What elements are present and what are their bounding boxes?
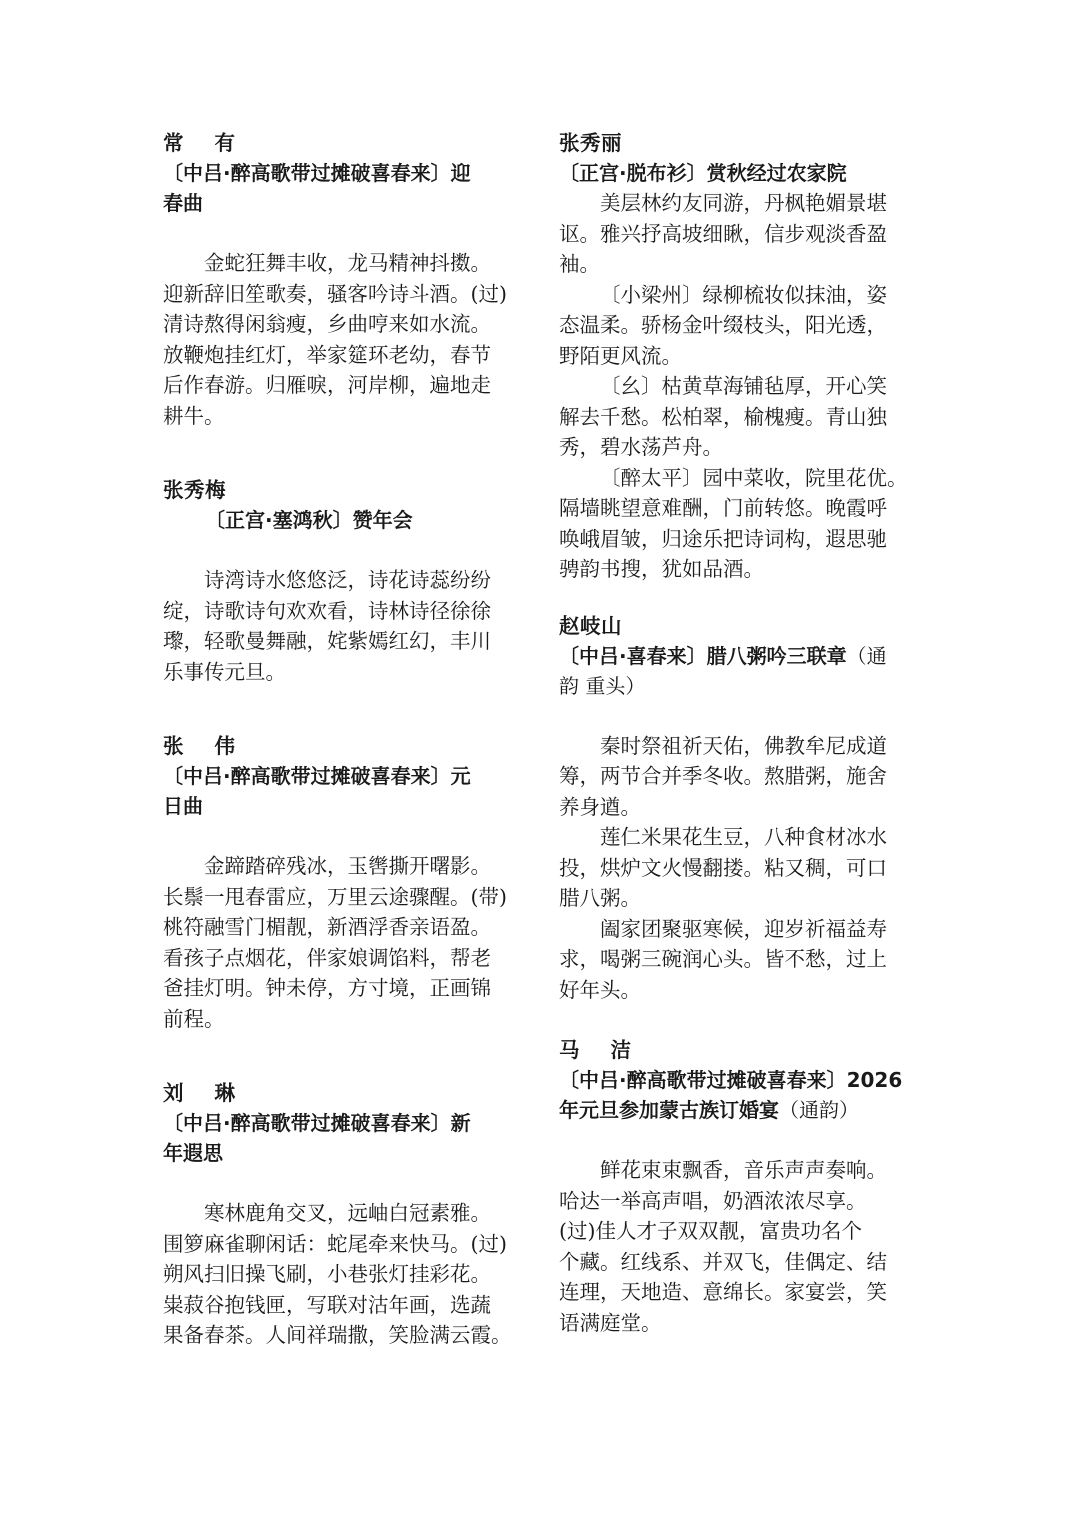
poem-title: 〔正宫·脱布衫〕赏秋经过农家院 xyxy=(559,161,847,185)
poem-title-text: 〔中吕·喜春来〕腊八粥吟三联章 xyxy=(559,643,847,668)
poem-title: 〔正宫·塞鸿秋〕赞年会 xyxy=(205,508,413,532)
poem-entry xyxy=(559,128,921,585)
poem-title xyxy=(559,641,921,701)
poem-title: 〔中吕·醉高歌带过摊破喜春来〕迎 春曲 xyxy=(163,161,471,215)
poem-paragraph: 寒林鹿角交叉，远岫白冠素雅。 围箩麻雀聊闲话：蛇尾牵来快马。(过) 朔风扫旧操飞刷，小巷张灯挂彩花。 粜菽谷抱钱匣，写联对沽年画，选蔬 果备春茶。人间祥瑞撒，笑脸满云霞。 xyxy=(163,1201,512,1347)
poem-paragraph: 诗湾诗水悠悠泛，诗花诗蕊纷纷 绽，诗歌诗句欢欢看，诗林诗径徐徐 瓈，轻歌曼舞融，姹紫嫣红幻，丰川 乐事传元旦。 xyxy=(163,568,491,684)
poem-paragraph: 金蹄踏碎残冰，玉辔撕开曙影。 长鬃一甩春雷应，万里云途骤醒。(带) 桃符融雪门楣靓，新酒浮香亲语盈。 看孩子点烟花，伴家娘调馅料，帮老 爸挂灯明。钟未停，方寸境，正画锦 前程。 xyxy=(163,854,507,1031)
author-name: 张秀梅 xyxy=(163,478,226,502)
author-name: 马 洁 xyxy=(559,1038,632,1062)
poem-entry xyxy=(163,128,523,431)
poem-entry xyxy=(163,731,523,1034)
poem-paragraph: 莲仁米果花生豆，八种食材冰水 投，烘炉文火慢翻搂。粘又稠，可口 腊八粥。 xyxy=(559,825,887,910)
poem-paragraph: 〔幺〕枯黄草海铺毡厚，开心笑 解去千愁。松柏翠，榆槐瘦。青山独 秀，碧水荡芦舟。 xyxy=(559,374,887,459)
poem-entry xyxy=(163,475,523,687)
poem-title-note: （通韵） xyxy=(779,1098,859,1122)
author-name: 常 有 xyxy=(163,131,236,155)
poem-paragraph: 秦时祭祖祈天佑，佛教牟尼成道 筹，两节合并季冬收。熬腊粥，施舍 养身遒。 xyxy=(559,733,887,819)
poem-entry xyxy=(163,1078,523,1351)
poem-title: 〔中吕·醉高歌带过摊破喜春来〕新 年遐思 xyxy=(163,1111,471,1165)
poem-paragraph: 阖家团聚驱寒候，迎岁祈福益寿 求，喝粥三碗润心头。皆不愁，过上 好年头。 xyxy=(559,916,887,1002)
poem-entry xyxy=(559,611,921,1006)
author-name: 赵岐山 xyxy=(559,613,622,638)
poem-paragraph: 〔小梁州〕绿柳梳妆似抹油，姿 态温柔。骄杨金叶缀枝头，阳光透， 野陌更风流。 xyxy=(559,282,887,368)
poem-paragraph: 鲜花束束飘香，音乐声声奏响。 哈达一举高声唱，奶酒浓浓尽享。 (过)佳人才子双双靓，富贵功名个 个藏。红线系、并双飞，佳偶定、结 连理，天地造、意绵长。家宴尝，笑 语满庭堂。 xyxy=(559,1158,887,1335)
author-name: 张秀丽 xyxy=(559,131,622,155)
poem-title-note: （通 韵 重头） xyxy=(559,643,887,698)
right-column xyxy=(559,128,921,1338)
poem-paragraph: 金蛇狂舞丰收，龙马精神抖擞。 迎新辞旧笙歌奏，骚客吟诗斗酒。(过) 清诗熬得闲翁瘦，乡曲哼来如水流。 放鞭炮挂红灯，举家筵环老幼，春节 后作春游。归雁唳，河岸柳，遍地走 耕牛。 xyxy=(163,251,507,428)
poem-entry xyxy=(559,1035,921,1338)
poem-paragraph: 美层林约友同游，丹枫艳媚景堪 讴。雅兴抒高坡细瞅，信步观淡香盈 袖。 xyxy=(559,191,887,276)
poem-title xyxy=(559,1065,921,1125)
poem-title-text: 〔中吕·醉高歌带过摊破喜春来〕2026 年元旦参加蒙古族订婚宴 xyxy=(559,1068,903,1122)
left-column xyxy=(163,128,523,1351)
author-name: 刘 琳 xyxy=(163,1081,236,1105)
author-name: 张 伟 xyxy=(163,734,236,758)
poem-paragraph: 〔醉太平〕园中菜收，院里花优。 隔墙眺望意难酬，门前转悠。晚霞呼 唤峨眉皱，归途乐把诗词构，遐思驰 骋韵书搜，犹如品酒。 xyxy=(559,465,908,581)
poem-title: 〔中吕·醉高歌带过摊破喜春来〕元 日曲 xyxy=(163,764,471,818)
